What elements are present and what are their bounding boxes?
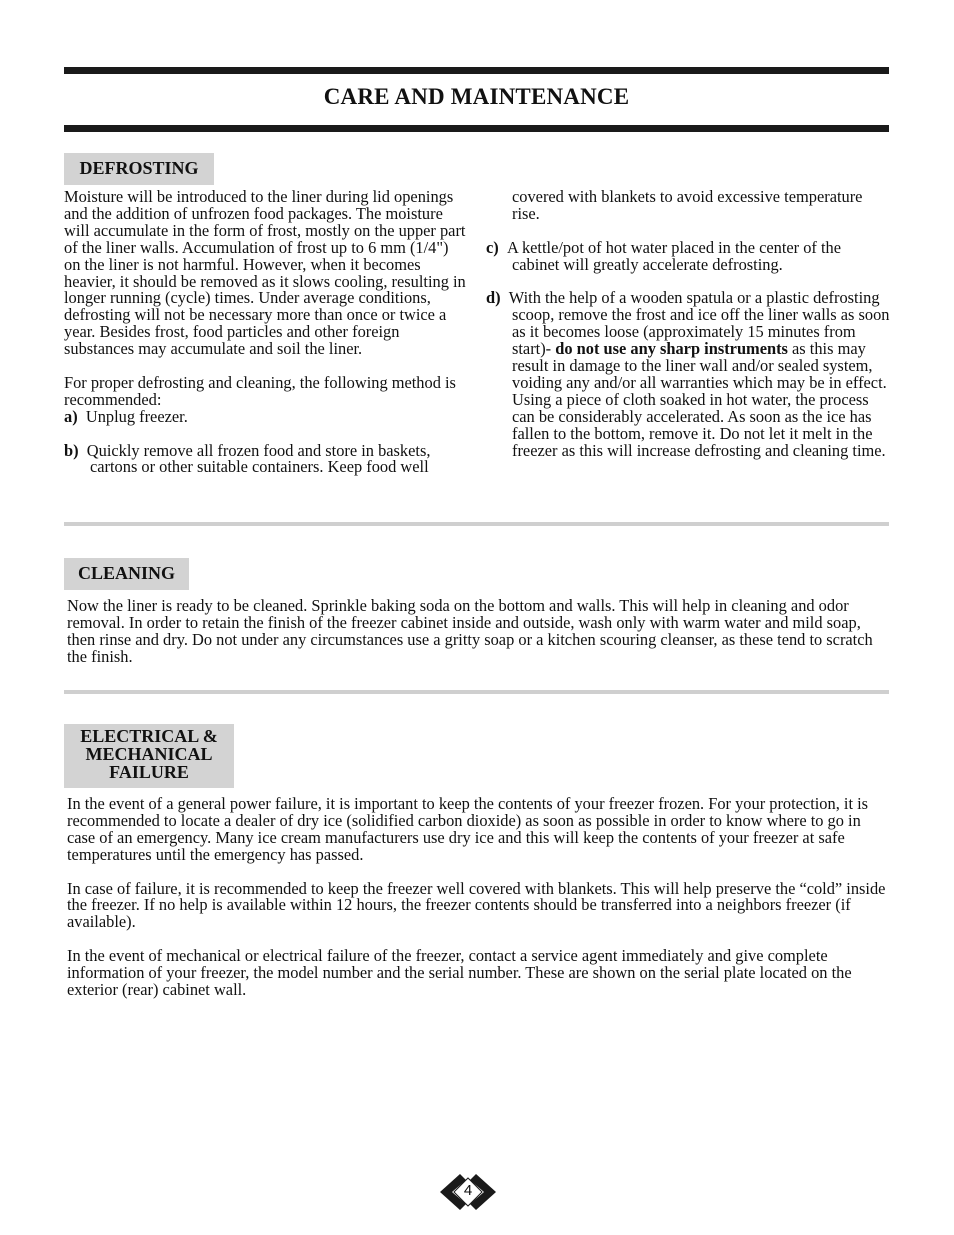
step-d-text-2: as this may result in damage to the liner wall and/or sealed system, voiding any and/or all warranties which may be in effect. Using a piece of cloth soaked in hot water, the process can be considerably accelerated. As soon as the ice has fallen to the bottom, remove it. Do not let it melt in the freezer as this will increase defrosting and cleaning time.: [512, 339, 887, 460]
page-number: 4: [463, 1182, 473, 1199]
step-b-text: Quickly remove all frozen food and store in baskets, cartons or other suitable containers. Keep food well: [86, 440, 431, 477]
step-d: [486, 290, 890, 459]
step-d-text-1: With the help of a wooden spatula or a plastic defrosting scoop, remove the frost and ice off the liner walls as soon as it becomes loose (approximately 15 minutes from start)-: [508, 288, 890, 359]
page-title: CARE AND MAINTENANCE: [323, 84, 630, 109]
section-divider-2: [64, 690, 889, 694]
failure-paragraph-2: In case of failure, it is recommended to keep the freezer well covered with blankets. This will help preserve the “cold” inside the freezer. If no help is available within 12 hours, the freezer contents should be transferred into a neighbors freezer (if available).: [67, 878, 886, 932]
failure-text: [67, 796, 889, 999]
failure-heading-line2: MECHANICAL: [85, 744, 213, 764]
step-c: [486, 237, 890, 274]
defrosting-left-column: [64, 189, 468, 476]
step-a-text: Unplug freezer.: [85, 406, 188, 426]
failure-paragraph-3: In the event of mechanical or electrical failure of the freezer, contact a service agent immediately and give complete information of your freezer, the model number and the serial number. These are shown on the serial plate located on the exterior (rear) cabinet wall.: [67, 946, 852, 999]
cleaning-text: Now the liner is ready to be cleaned. Sprinkle baking soda on the bottom and walls. This will help in cleaning and odor removal. In order to retain the finish of the freezer cabinet inside and outside, wash only with warm water and mild soap, then rinse and dry. Do not under any circumstances use a gritty soap or a kitchen scouring cleanser, as these tend to scratch the finish.: [67, 596, 873, 666]
title-underline-rule: [64, 125, 889, 132]
step-d-warning: do not use any sharp instruments: [555, 339, 788, 359]
cleaning-heading: CLEANING: [64, 558, 189, 590]
step-c-text: A kettle/pot of hot water placed in the center of the cabinet will greatly accelerate defrosting.: [506, 237, 842, 274]
defrosting-intro: Moisture will be introduced to the liner during lid openings and the addition of unfrozen food packages. The moisture will accumulate in the form of frost, mostly on the upper part of the liner walls. Accumulation of frost up to 6 mm (1/4") on the liner is not harmful. However, when it becomes heavier, it should be removed as it slows cooling, resulting in longer running (cycle) times. Under average conditions, defrosting will not be necessary more than once or twice a year. Besides frost, food particles and other foreign substances may accumulate and soil the liner.: [64, 187, 466, 359]
section-divider-1: [64, 522, 889, 526]
step-b-label: b): [64, 440, 79, 460]
defrosting-right-column: [486, 189, 890, 459]
top-rule: [64, 67, 889, 74]
step-d-label: d): [486, 288, 501, 308]
step-b: [64, 440, 468, 477]
failure-heading-line3: FAILURE: [109, 762, 189, 782]
failure-heading: [64, 724, 234, 788]
failure-heading-line1: ELECTRICAL &: [80, 726, 218, 746]
step-a: [64, 406, 468, 426]
defrosting-heading: DEFROSTING: [64, 153, 214, 185]
step-a-label: a): [64, 406, 78, 426]
step-b-continued: covered with blankets to avoid excessive temperature rise.: [512, 187, 863, 223]
page-number-badge: [438, 1172, 498, 1212]
defrosting-method-intro: For proper defrosting and cleaning, the following method is recommended:: [64, 372, 456, 409]
step-c-label: c): [486, 237, 499, 257]
failure-paragraph-1: In the event of a general power failure, it is important to keep the contents of your freezer frozen. For your protection, it is recommended to locate a dealer of dry ice (solidified carbon dioxide) as soon as possible in order to know where to go in case of an emergency. Many ice cream manufacturers use dry ice and this will keep the contents of your freezer at safe temperatures until the emergency has passed.: [67, 794, 869, 864]
